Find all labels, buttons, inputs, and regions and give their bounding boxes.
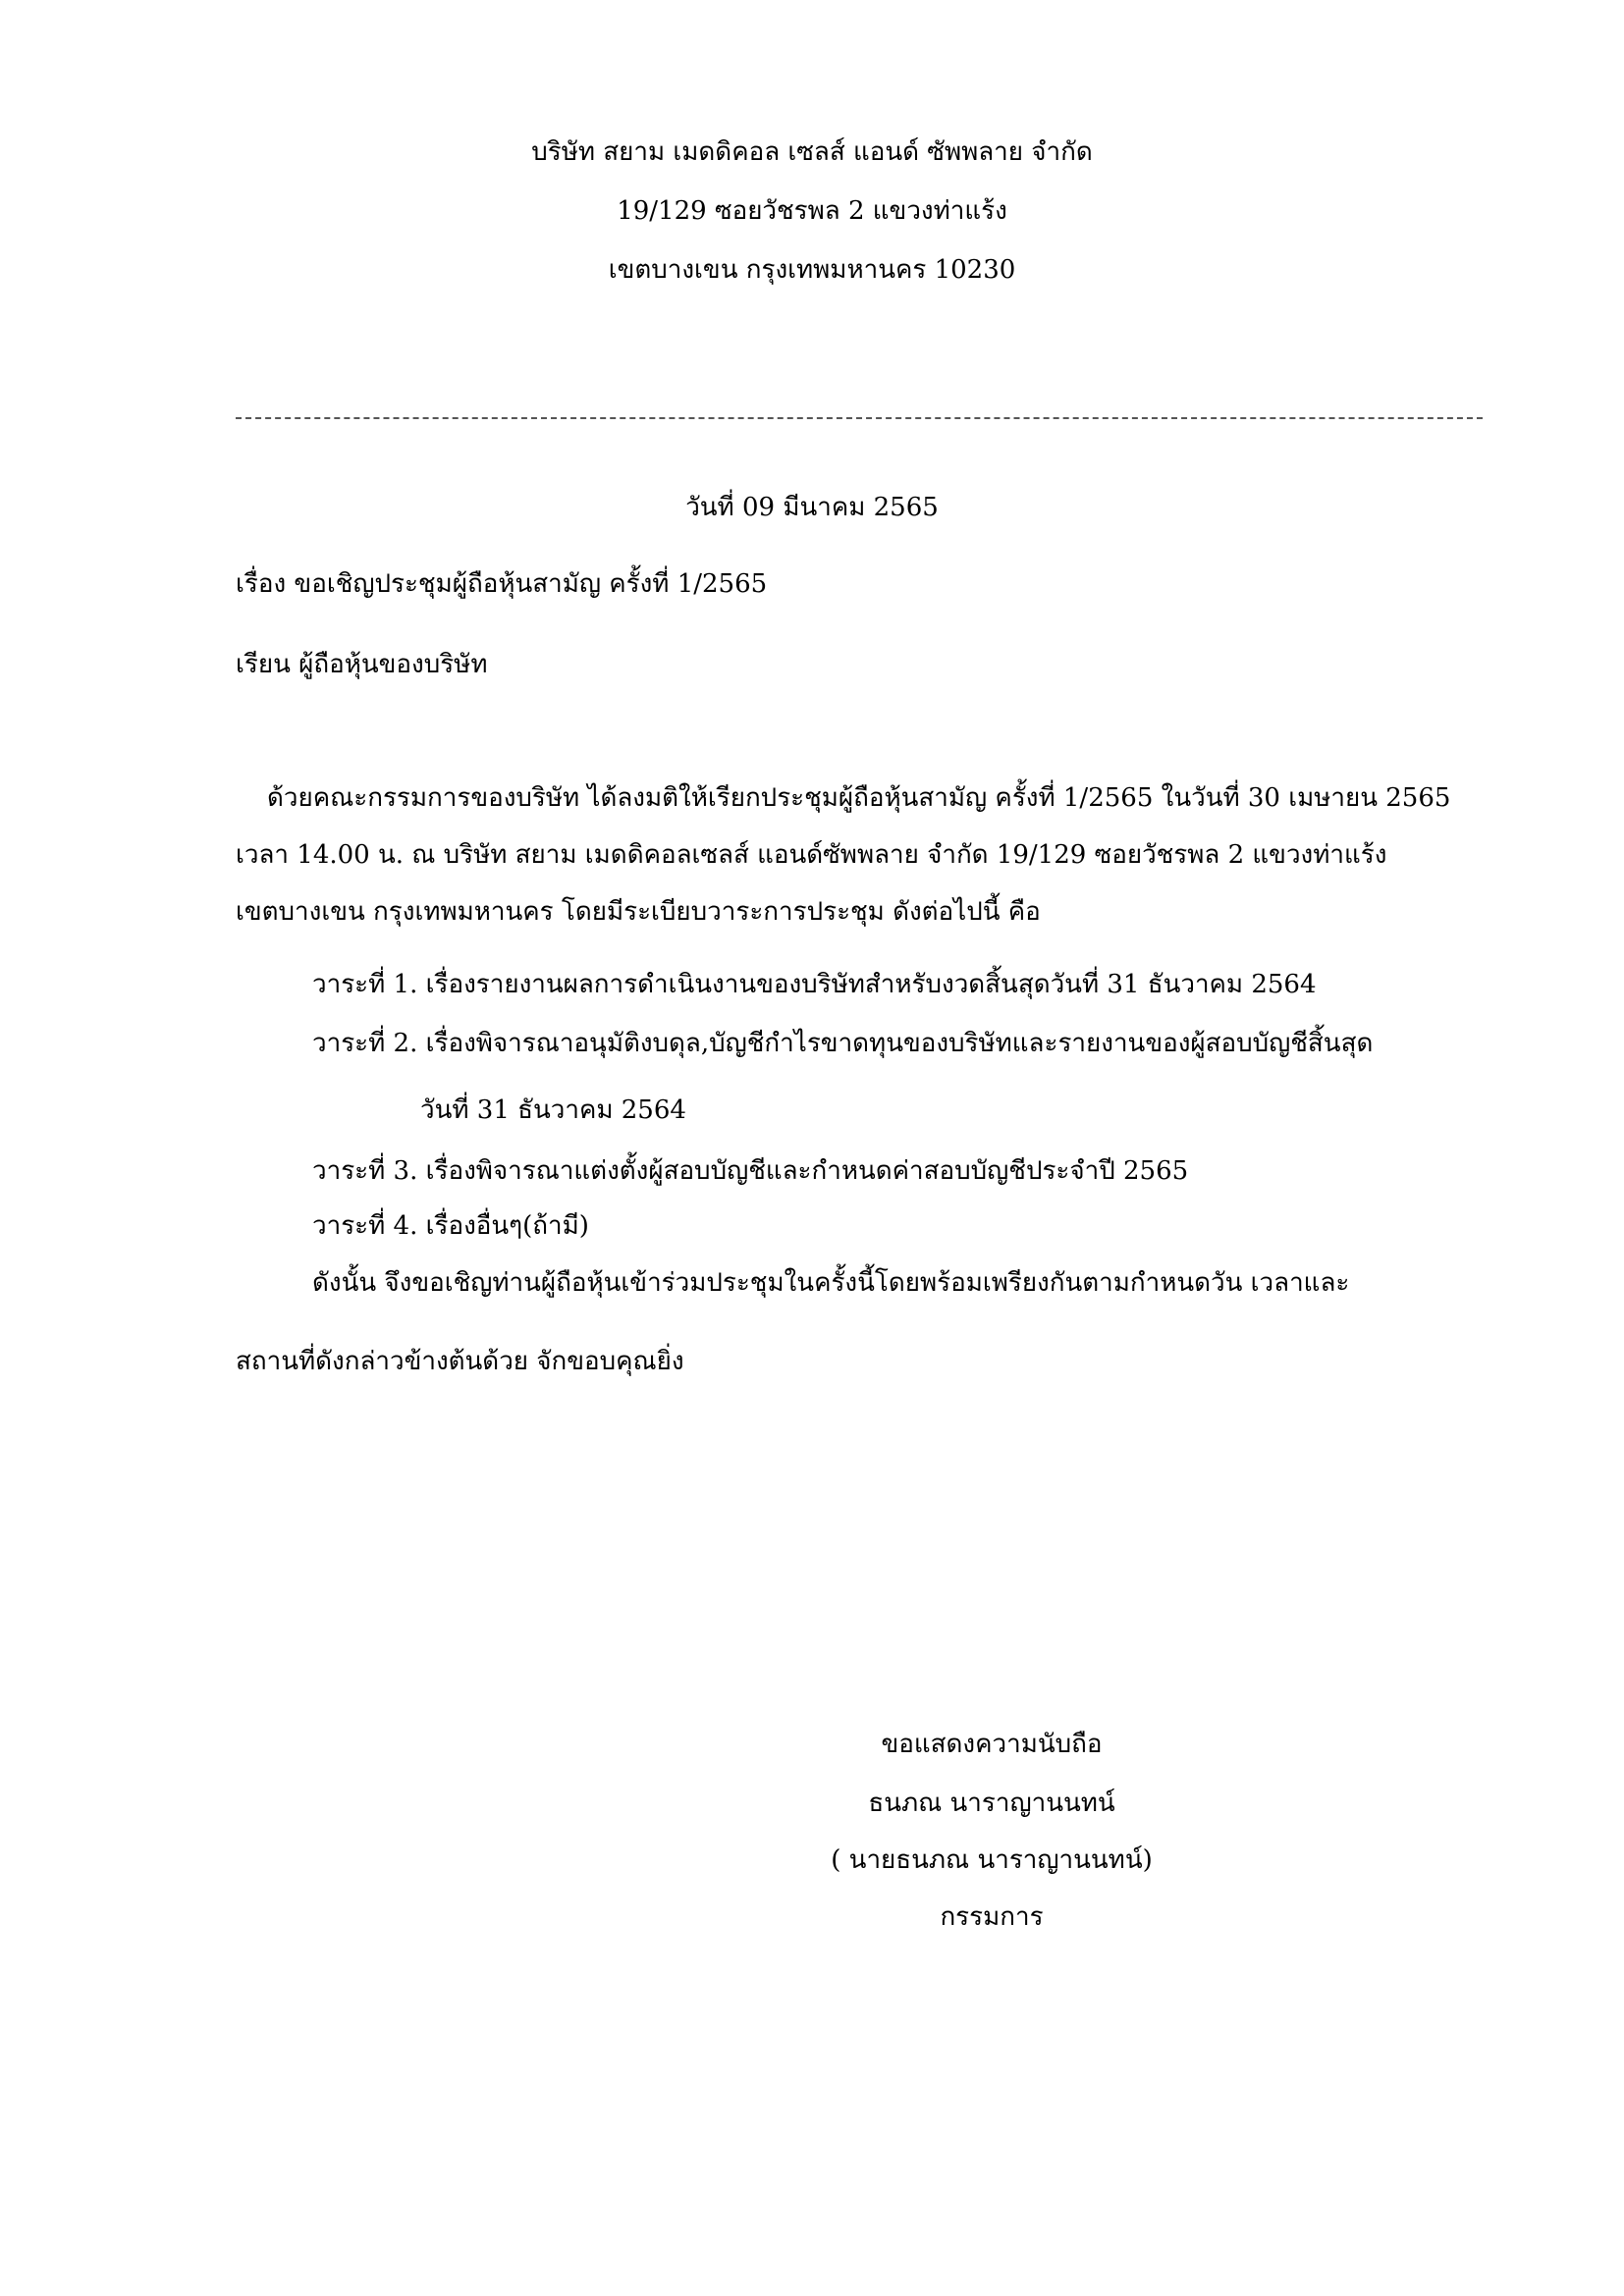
letter-recipient: เรียน ผู้ถือหุ้นของบริษัท bbox=[236, 650, 488, 679]
body-paragraph-line-3: เขตบางเขน กรุงเทพมหานคร โดยมีระเบียบวาระการประชุม ดังต่อไปนี้ คือ bbox=[236, 897, 1041, 927]
signature-signed-name-text: ธนภณ นาราญานนทน์ bbox=[868, 1789, 1115, 1818]
agenda-item-4: วาระที่ 4. เรื่องอื่นๆ(ถ้ามี) bbox=[312, 1211, 589, 1241]
signature-title-text: กรรมการ bbox=[940, 1902, 1044, 1932]
letter-date: วันที่ 09 มีนาคม 2565 bbox=[685, 493, 939, 522]
closing-line-1: ดังนั้น จึงขอเชิญท่านผู้ถือหุ้นเข้าร่วมประชุมในครั้งนี้โดยพร้อมเพรียงกันตามกำหนดวัน เวลาและ bbox=[312, 1268, 1350, 1298]
signature-salutation-text: ขอแสดงความนับถือ bbox=[881, 1730, 1103, 1759]
agenda-item-3: วาระที่ 3. เรื่องพิจารณาแต่งตั้งผู้สอบบัญชีและกำหนดค่าสอบบัญชีประจำปี 2565 bbox=[312, 1156, 1189, 1186]
separator-line bbox=[236, 417, 1483, 419]
letter-subject: เรื่อง ขอเชิญประชุมผู้ถือหุ้นสามัญ ครั้งที่ 1/2565 bbox=[236, 569, 768, 599]
agenda-item-2-continuation: วันที่ 31 ธันวาคม 2564 bbox=[420, 1095, 686, 1125]
agenda-item-1: วาระที่ 1. เรื่องรายงานผลการดำเนินงานของบริษัทสำหรับงวดสิ้นสุดวันที่ 31 ธันวาคม 2564 bbox=[312, 970, 1317, 999]
agenda-item-2: วาระที่ 2. เรื่องพิจารณาอนุมัติงบดุล,บัญชีกำไรขาดทุนของบริษัทและรายงานของผู้สอบบัญชีสิ้นสุด bbox=[312, 1029, 1374, 1058]
closing-line-2: สถานที่ดังกล่าวข้างต้นด้วย จักขอบคุณยิ่ง bbox=[236, 1347, 684, 1376]
address-line-2: เขตบางเขน กรุงเทพมหานคร 10230 bbox=[608, 255, 1016, 285]
address-line-1: 19/129 ซอยวัชรพล 2 แขวงท่าแร้ง bbox=[617, 196, 1007, 226]
company-name: บริษัท สยาม เมดดิคอล เซลส์ แอนด์ ซัพพลาย จำกัด bbox=[531, 137, 1093, 167]
body-paragraph-line-2: เวลา 14.00 น. ณ บริษัท สยาม เมดดิคอลเซลส์ แอนด์ซัพพลาย จำกัด 19/129 ซอยวัชรพล 2 แขวงท่าแร้ง bbox=[236, 840, 1387, 870]
body-paragraph-line-1: ด้วยคณะกรรมการของบริษัท ได้ลงมติให้เรียกประชุมผู้ถือหุ้นสามัญ ครั้งที่ 1/2565 ในวันที่ 30 เมษายน 2565 bbox=[267, 783, 1451, 813]
signature-printed-name-text: ( นายธนภณ นาราญานนทน์) bbox=[831, 1845, 1153, 1875]
